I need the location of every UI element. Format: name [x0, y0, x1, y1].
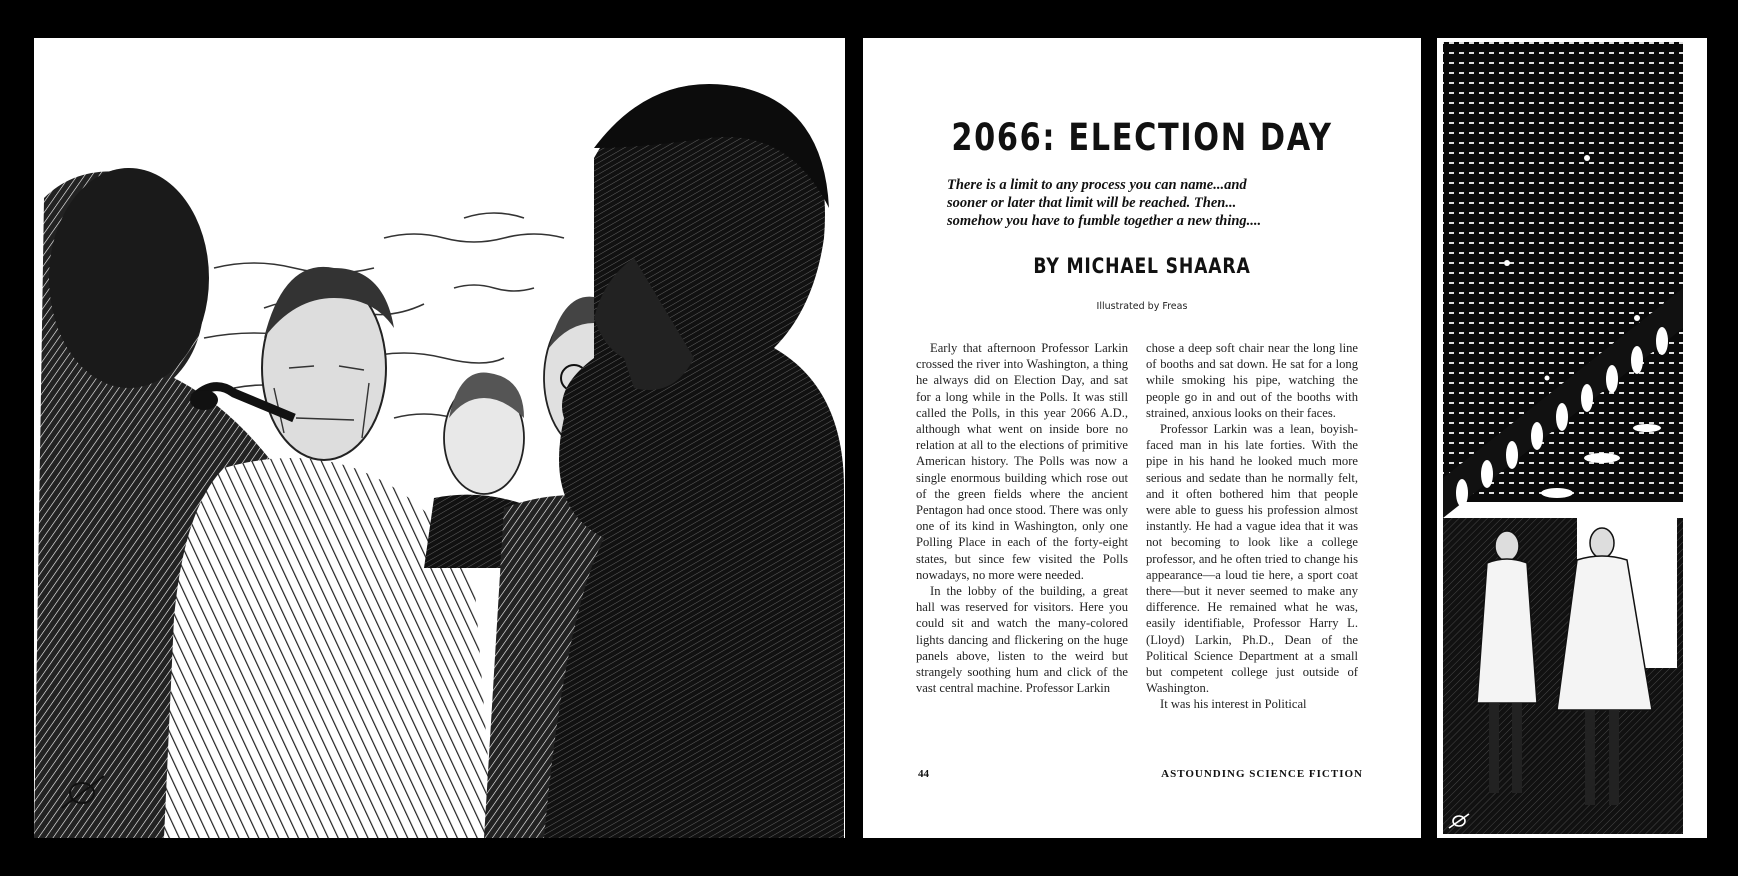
text-column-left — [916, 340, 1128, 696]
paragraph: Professor Larkin was a lean, boyish-faced man in his late forties. With the pipe in his hand he looked much more serious and sedate than he normally felt, and it often bothered him that people were able to guess his profession almost instantly. He had a vague idea that it was not becoming to look like a college professor, and he often tried to change his appearance—a loud tie here, a sport coat there—but it never seemed to make any difference. He remained what he was, easily identifiable, Professor Harry L. (Lloyd) Larkin, Ph.D., Dean of the Political Science Department at a small but competent college just outside of Washington. — [1146, 422, 1358, 696]
illustration-drawing — [1437, 38, 1707, 838]
subtitle-line: sooner or later that limit will be reached. Then... — [947, 195, 1237, 211]
illustration-men-in-hall — [34, 38, 845, 838]
illustration-drawing — [34, 38, 845, 838]
paragraph: It was his interest in Political — [1160, 697, 1307, 712]
page-number: 44 — [918, 768, 929, 780]
article-page — [863, 38, 1421, 838]
magazine-name: ASTOUNDING SCIENCE FICTION — [1161, 768, 1363, 780]
subtitle-line: somehow you have to fumble together a new thing.... — [947, 213, 1262, 229]
paragraph-continued: chose a deep soft chair near the long line of booths and sat down. He sat for a long while smoking his pipe, watching the people go in and out of the booths with strained, anxious looks on their faces. — [1146, 341, 1358, 420]
article-title: 2066: ELECTION DAY — [951, 116, 1333, 159]
article-subtitle — [947, 176, 1347, 230]
illustrator-credit: Illustrated by Freas — [1096, 301, 1188, 312]
author-byline: BY MICHAEL SHAARA — [1033, 254, 1251, 278]
subtitle-line: There is a limit to any process you can name...and — [947, 177, 1247, 193]
illustration-city-street — [1437, 38, 1707, 838]
paragraph: In the lobby of the building, a great hall was reserved for visitors. Here you could sit and watch the many-colored lights dancing and flickering on the huge panels above, listen to the weird but strangely soothing hum and click of the vast central machine. Professor Larkin — [916, 584, 1128, 696]
text-column-right — [1146, 340, 1358, 713]
paragraph: Early that afternoon Professor Larkin crossed the river into Washington, a thing he always did on Election Day, and sat for a long while in the Polls. It was still called the Polls, in this year 2066 A.D., although what went on inside bore no relation at all to the elections of primitive American history. The Polls was now a single enormous building which rose out of the green fields where the ancient Pentagon had once stood. There was only one of its kind in Washington, only one Polling Place in each of the forty-eight states, but since few visited the Polls nowadays, no more were needed. — [916, 341, 1128, 582]
